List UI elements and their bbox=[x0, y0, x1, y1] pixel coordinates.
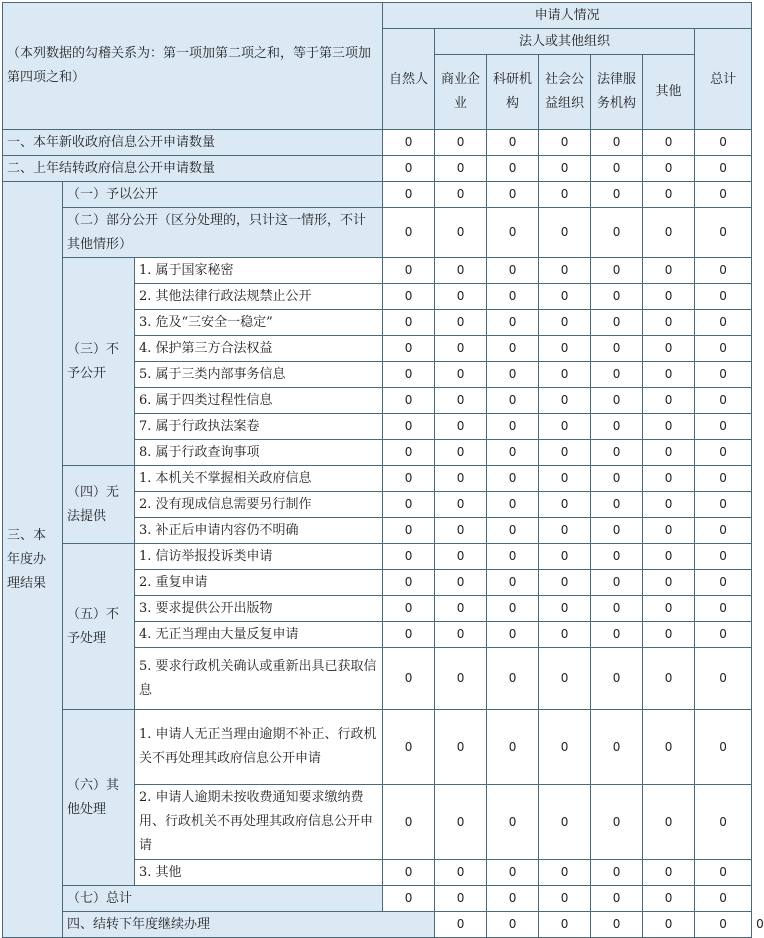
value-cell: 0 bbox=[539, 710, 591, 785]
table-row bbox=[3, 466, 752, 492]
value-cell: 0 bbox=[539, 860, 591, 886]
value-cell: 0 bbox=[487, 570, 539, 596]
value-cell: 0 bbox=[695, 622, 752, 648]
value-cell: 0 bbox=[695, 336, 752, 362]
value-cell: 0 bbox=[487, 785, 539, 860]
value-cell: 0 bbox=[695, 518, 752, 544]
row-label: （二）部分公开（区分处理的，只计这一情形，不计其他情形） bbox=[63, 208, 383, 258]
row-label: 一、本年新收政府信息公开申请数量 bbox=[3, 130, 383, 156]
value-cell: 0 bbox=[695, 362, 752, 388]
header-applicant-situation: 申请人情况 bbox=[383, 3, 752, 29]
value-cell: 0 bbox=[539, 182, 591, 208]
value-cell: 0 bbox=[591, 208, 643, 258]
value-cell: 0 bbox=[643, 785, 695, 860]
value-cell: 0 bbox=[643, 860, 695, 886]
value-cell: 0 bbox=[539, 284, 591, 310]
value-cell: 0 bbox=[539, 258, 591, 284]
row-label: （一）予以公开 bbox=[63, 182, 383, 208]
col-other: 其他 bbox=[643, 55, 695, 130]
value-cell: 0 bbox=[487, 912, 539, 938]
table-row bbox=[3, 544, 752, 570]
value-cell: 0 bbox=[383, 648, 435, 710]
value-cell: 0 bbox=[643, 518, 695, 544]
value-cell: 0 bbox=[487, 648, 539, 710]
value-cell: 0 bbox=[643, 570, 695, 596]
value-cell: 0 bbox=[643, 710, 695, 785]
value-cell: 0 bbox=[643, 886, 695, 912]
value-cell: 0 bbox=[383, 208, 435, 258]
item-label: 2. 其他法律行政法规禁止公开 bbox=[135, 284, 383, 310]
value-cell: 0 bbox=[643, 310, 695, 336]
value-cell: 0 bbox=[695, 544, 752, 570]
table-row bbox=[3, 156, 752, 182]
value-cell: 0 bbox=[591, 440, 643, 466]
value-cell: 0 bbox=[435, 414, 487, 440]
value-cell: 0 bbox=[591, 130, 643, 156]
value-cell: 0 bbox=[435, 208, 487, 258]
value-cell: 0 bbox=[383, 544, 435, 570]
value-cell: 0 bbox=[695, 284, 752, 310]
value-cell: 0 bbox=[591, 886, 643, 912]
table-row bbox=[3, 710, 752, 785]
value-cell: 0 bbox=[383, 284, 435, 310]
group-label: （六）其他处理 bbox=[63, 710, 135, 886]
value-cell: 0 bbox=[591, 388, 643, 414]
item-label: 3. 危及“三安全一稳定” bbox=[135, 310, 383, 336]
value-cell: 0 bbox=[539, 912, 591, 938]
col-legal-service: 法律服务机构 bbox=[591, 55, 643, 130]
value-cell: 0 bbox=[487, 710, 539, 785]
value-cell: 0 bbox=[591, 710, 643, 785]
item-label: 8. 属于行政查询事项 bbox=[135, 440, 383, 466]
value-cell: 0 bbox=[487, 310, 539, 336]
value-cell: 0 bbox=[695, 886, 752, 912]
value-cell: 0 bbox=[539, 440, 591, 466]
value-cell: 0 bbox=[383, 518, 435, 544]
value-cell: 0 bbox=[591, 182, 643, 208]
value-cell: 0 bbox=[383, 440, 435, 466]
value-cell: 0 bbox=[643, 466, 695, 492]
item-label: 2. 没有现成信息需要另行制作 bbox=[135, 492, 383, 518]
value-cell: 0 bbox=[383, 466, 435, 492]
value-cell: 0 bbox=[591, 648, 643, 710]
value-cell: 0 bbox=[643, 284, 695, 310]
value-cell: 0 bbox=[539, 596, 591, 622]
value-cell: 0 bbox=[435, 130, 487, 156]
value-cell: 0 bbox=[487, 518, 539, 544]
value-cell: 0 bbox=[643, 492, 695, 518]
value-cell: 0 bbox=[591, 912, 643, 938]
value-cell: 0 bbox=[539, 785, 591, 860]
row-label: （七）总计 bbox=[63, 886, 383, 912]
value-cell: 0 bbox=[539, 362, 591, 388]
item-label: 4. 无正当理由大量反复申请 bbox=[135, 622, 383, 648]
value-cell: 0 bbox=[539, 886, 591, 912]
value-cell: 0 bbox=[487, 182, 539, 208]
table-row bbox=[3, 130, 752, 156]
value-cell: 0 bbox=[435, 886, 487, 912]
value-cell: 0 bbox=[539, 544, 591, 570]
item-label: 3. 补正后申请内容仍不明确 bbox=[135, 518, 383, 544]
row-label: 二、上年结转政府信息公开申请数量 bbox=[3, 156, 383, 182]
value-cell: 0 bbox=[539, 414, 591, 440]
value-cell: 0 bbox=[435, 362, 487, 388]
value-cell: 0 bbox=[383, 886, 435, 912]
value-cell: 0 bbox=[539, 570, 591, 596]
value-cell: 0 bbox=[539, 310, 591, 336]
value-cell: 0 bbox=[383, 258, 435, 284]
value-cell: 0 bbox=[435, 544, 487, 570]
value-cell: 0 bbox=[383, 570, 435, 596]
value-cell: 0 bbox=[435, 570, 487, 596]
value-cell: 0 bbox=[487, 208, 539, 258]
value-cell: 0 bbox=[383, 130, 435, 156]
value-cell: 0 bbox=[591, 544, 643, 570]
value-cell: 0 bbox=[643, 388, 695, 414]
group-label: （三）不予公开 bbox=[63, 258, 135, 466]
value-cell: 0 bbox=[643, 336, 695, 362]
group-label: （五）不予处理 bbox=[63, 544, 135, 710]
value-cell: 0 bbox=[591, 785, 643, 860]
value-cell: 0 bbox=[695, 570, 752, 596]
value-cell: 0 bbox=[383, 362, 435, 388]
value-cell: 0 bbox=[591, 310, 643, 336]
value-cell: 0 bbox=[643, 362, 695, 388]
value-cell: 0 bbox=[383, 710, 435, 785]
value-cell: 0 bbox=[695, 258, 752, 284]
value-cell: 0 bbox=[435, 388, 487, 414]
value-cell: 0 bbox=[435, 860, 487, 886]
value-cell: 0 bbox=[435, 156, 487, 182]
section-3-label: 三、本年度办理结果 bbox=[3, 182, 63, 938]
value-cell: 0 bbox=[591, 622, 643, 648]
item-label: 3. 其他 bbox=[135, 860, 383, 886]
table-row: 四、结转下年度继续办理 0 0 0 0 0 0 0 bbox=[3, 912, 752, 938]
value-cell: 0 bbox=[591, 258, 643, 284]
value-cell: 0 bbox=[383, 156, 435, 182]
value-cell: 0 bbox=[487, 440, 539, 466]
value-cell: 0 bbox=[487, 258, 539, 284]
group-label: （四）无法提供 bbox=[63, 466, 135, 544]
item-label: 3. 要求提供公开出版物 bbox=[135, 596, 383, 622]
value-cell: 0 bbox=[487, 622, 539, 648]
col-total: 总计 bbox=[695, 29, 752, 130]
value-cell: 0 bbox=[695, 710, 752, 785]
value-cell: 0 bbox=[383, 785, 435, 860]
value-cell: 0 bbox=[643, 208, 695, 258]
value-cell: 0 bbox=[487, 130, 539, 156]
value-cell: 0 bbox=[435, 912, 487, 938]
item-label: 2. 重复申请 bbox=[135, 570, 383, 596]
value-cell: 0 bbox=[487, 336, 539, 362]
value-cell: 0 bbox=[643, 648, 695, 710]
value-cell: 0 bbox=[539, 622, 591, 648]
value-cell: 0 bbox=[643, 130, 695, 156]
item-label: 7. 属于行政执法案卷 bbox=[135, 414, 383, 440]
row-label: 四、结转下年度继续办理 bbox=[63, 912, 435, 938]
col-business: 商业企业 bbox=[435, 55, 487, 130]
value-cell: 0 bbox=[435, 336, 487, 362]
value-cell: 0 bbox=[591, 596, 643, 622]
value-cell: 0 bbox=[695, 466, 752, 492]
value-cell: 0 bbox=[695, 130, 752, 156]
value-cell: 0 bbox=[591, 860, 643, 886]
value-cell: 0 bbox=[435, 492, 487, 518]
item-label: 1. 属于国家秘密 bbox=[135, 258, 383, 284]
value-cell: 0 bbox=[435, 310, 487, 336]
value-cell: 0 bbox=[435, 785, 487, 860]
value-cell: 0 bbox=[435, 518, 487, 544]
value-cell: 0 bbox=[435, 258, 487, 284]
value-cell: 0 bbox=[695, 648, 752, 710]
value-cell: 0 bbox=[591, 492, 643, 518]
value-cell: 0 bbox=[539, 492, 591, 518]
value-cell: 0 bbox=[591, 414, 643, 440]
table-row bbox=[3, 258, 752, 284]
value-cell: 0 bbox=[695, 785, 752, 860]
table-row bbox=[3, 886, 752, 912]
value-cell: 0 bbox=[487, 156, 539, 182]
value-cell: 0 bbox=[383, 414, 435, 440]
value-cell: 0 bbox=[695, 310, 752, 336]
value-cell: 0 bbox=[487, 860, 539, 886]
value-cell: 0 bbox=[695, 182, 752, 208]
value-cell: 0 bbox=[383, 336, 435, 362]
item-label: 1. 信访举报投诉类申请 bbox=[135, 544, 383, 570]
value-cell: 0 bbox=[643, 258, 695, 284]
value-cell: 0 bbox=[695, 596, 752, 622]
value-cell: 0 bbox=[695, 208, 752, 258]
value-cell: 0 bbox=[539, 208, 591, 258]
value-cell: 0 bbox=[435, 648, 487, 710]
item-label: 1. 本机关不掌握相关政府信息 bbox=[135, 466, 383, 492]
value-cell: 0 bbox=[383, 596, 435, 622]
value-cell: 0 bbox=[539, 466, 591, 492]
value-cell: 0 bbox=[643, 414, 695, 440]
value-cell: 0 bbox=[435, 466, 487, 492]
value-cell: 0 bbox=[591, 284, 643, 310]
value-cell: 0 bbox=[591, 570, 643, 596]
value-cell: 0 bbox=[695, 492, 752, 518]
value-cell: 0 bbox=[487, 362, 539, 388]
value-cell: 0 bbox=[487, 284, 539, 310]
value-cell: 0 bbox=[643, 182, 695, 208]
item-label: 5. 属于三类内部事务信息 bbox=[135, 362, 383, 388]
value-cell: 0 bbox=[487, 414, 539, 440]
item-label: 6. 属于四类过程性信息 bbox=[135, 388, 383, 414]
value-cell: 0 bbox=[643, 156, 695, 182]
item-label: 5. 要求行政机关确认或重新出具已获取信息 bbox=[135, 648, 383, 710]
value-cell: 0 bbox=[695, 860, 752, 886]
value-cell: 0 bbox=[383, 492, 435, 518]
header-org-group: 法人或其他组织 bbox=[435, 29, 695, 55]
value-cell: 0 bbox=[487, 388, 539, 414]
value-cell: 0 bbox=[695, 440, 752, 466]
value-cell: 0 bbox=[435, 710, 487, 785]
col-public-welfare: 社会公益组织 bbox=[539, 55, 591, 130]
value-cell: 0 bbox=[383, 622, 435, 648]
item-label: 1. 申请人无正当理由逾期不补正、行政机关不再处理其政府信息公开申请 bbox=[135, 710, 383, 785]
value-cell: 0 bbox=[643, 912, 695, 938]
value-cell: 0 bbox=[539, 156, 591, 182]
item-label: 4. 保护第三方合法权益 bbox=[135, 336, 383, 362]
value-cell: 0 bbox=[487, 886, 539, 912]
table-row bbox=[3, 182, 752, 208]
header-note: （本列数据的勾稽关系为：第一项加第二项之和，等于第三项加第四项之和） bbox=[3, 3, 383, 130]
value-cell: 0 bbox=[435, 182, 487, 208]
value-cell: 0 bbox=[591, 362, 643, 388]
value-cell: 0 bbox=[591, 156, 643, 182]
value-cell: 0 bbox=[643, 622, 695, 648]
value-cell: 0 bbox=[643, 544, 695, 570]
value-cell: 0 bbox=[487, 492, 539, 518]
value-cell: 0 bbox=[695, 388, 752, 414]
value-cell: 0 bbox=[539, 388, 591, 414]
value-cell: 0 bbox=[539, 130, 591, 156]
value-cell: 0 bbox=[591, 336, 643, 362]
value-cell: 0 bbox=[383, 182, 435, 208]
value-cell: 0 bbox=[539, 648, 591, 710]
value-cell: 0 bbox=[487, 596, 539, 622]
value-cell: 0 bbox=[591, 518, 643, 544]
table-row bbox=[3, 208, 752, 258]
value-cell: 0 bbox=[643, 596, 695, 622]
value-cell: 0 bbox=[695, 156, 752, 182]
value-cell: 0 bbox=[383, 310, 435, 336]
value-cell: 0 bbox=[643, 440, 695, 466]
col-natural-person: 自然人 bbox=[383, 29, 435, 130]
value-cell: 0 bbox=[591, 466, 643, 492]
item-label: 2. 申请人逾期未按收费通知要求缴纳费用、行政机关不再处理其政府信息公开申请 bbox=[135, 785, 383, 860]
value-cell: 0 bbox=[435, 622, 487, 648]
value-cell: 0 bbox=[487, 466, 539, 492]
value-cell: 0 bbox=[539, 518, 591, 544]
value-cell: 0 bbox=[435, 284, 487, 310]
value-cell: 0 bbox=[539, 336, 591, 362]
value-cell: 0 bbox=[487, 544, 539, 570]
value-cell: 0 bbox=[695, 414, 752, 440]
value-cell: 0 bbox=[695, 912, 752, 938]
value-cell: 0 bbox=[383, 860, 435, 886]
col-research: 科研机构 bbox=[487, 55, 539, 130]
value-cell: 0 bbox=[435, 596, 487, 622]
value-cell: 0 bbox=[435, 440, 487, 466]
statistics-table bbox=[2, 2, 764, 938]
value-cell: 0 bbox=[383, 388, 435, 414]
